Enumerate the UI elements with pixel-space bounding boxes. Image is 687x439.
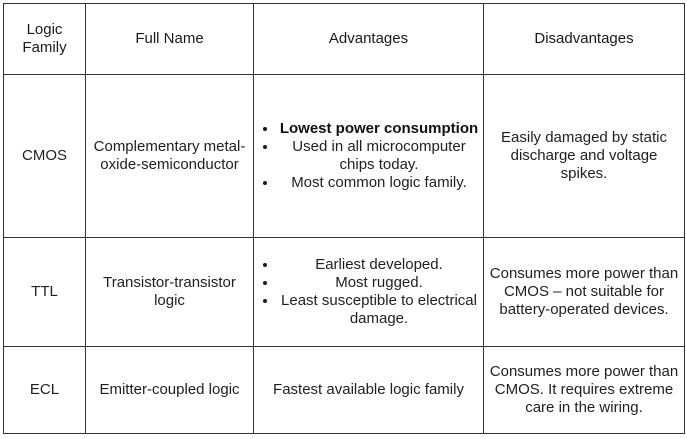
disadvantages-cell: Consumes more power than CMOS. It requires extreme care in the wiring.: [484, 346, 685, 433]
logic-family-cell: TTL: [4, 238, 86, 347]
header-advantages: Advantages: [254, 4, 484, 75]
advantage-item: • Used in all microcomputer chips today.: [278, 138, 480, 174]
logic-families-table: [3, 3, 685, 434]
header-full-name: Full Name: [86, 4, 254, 75]
table-row-ecl: [4, 346, 685, 433]
advantage-item: • Most rugged.: [278, 274, 480, 292]
header-row: [4, 4, 685, 75]
full-name-cell: Emitter-coupled logic: [86, 346, 254, 433]
header-logic-family: Logic Family: [4, 4, 86, 75]
advantages-cell: [254, 238, 484, 347]
advantages-list: [257, 256, 480, 328]
advantages-cell: Fastest available logic family: [254, 346, 484, 433]
header-disadvantages: Disadvantages: [484, 4, 685, 75]
advantage-item: • Least susceptible to electrical damage.: [278, 292, 480, 328]
disadvantages-cell: Consumes more power than CMOS – not suitable for battery-operated devices.: [484, 238, 685, 347]
advantage-item: • Lowest power consumption: [278, 120, 480, 138]
disadvantages-cell: Easily damaged by static discharge and voltage spikes.: [484, 75, 685, 238]
full-name-cell: Transistor-transistor logic: [86, 238, 254, 347]
advantages-list: [257, 120, 480, 192]
advantage-item: • Earliest developed.: [278, 256, 480, 274]
table-row-cmos: [4, 75, 685, 238]
full-name-cell: Complementary metal-oxide-semiconductor: [86, 75, 254, 238]
logic-family-cell: ECL: [4, 346, 86, 433]
advantage-item: • Most common logic family.: [278, 174, 480, 192]
table-row-ttl: [4, 238, 685, 347]
advantages-cell: [254, 75, 484, 238]
logic-family-cell: CMOS: [4, 75, 86, 238]
